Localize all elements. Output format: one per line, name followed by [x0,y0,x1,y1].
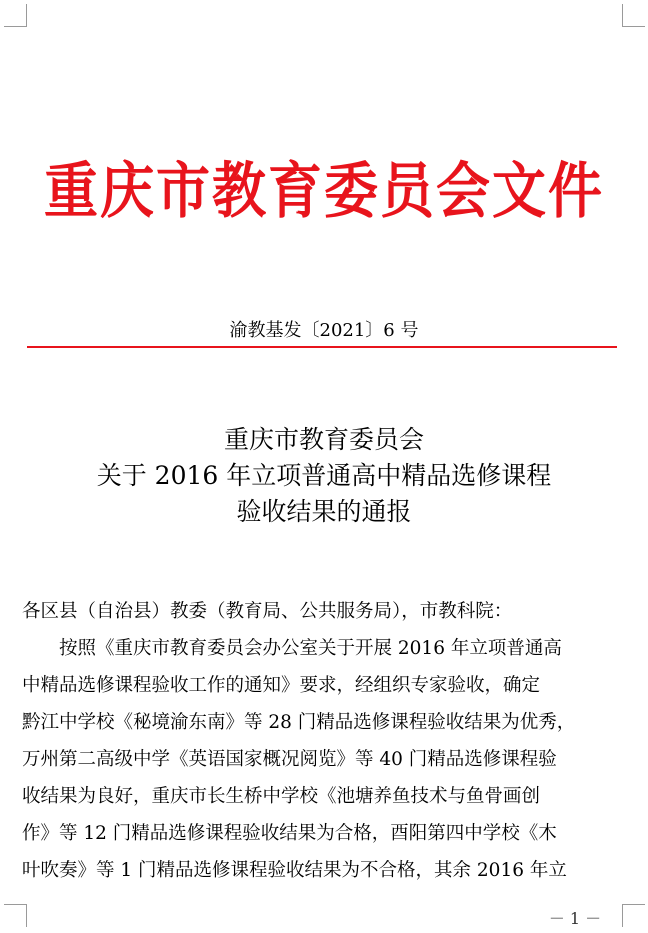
notice-title-line-1: 重庆市教育委员会 [223,425,424,454]
crop-mark-bottom-left [4,904,27,927]
notice-title-line-3: 验收结果的通报 [236,497,412,526]
document-body [22,593,626,889]
notice-title [0,422,648,530]
paragraph-line: 作》等 12 门精品选修课程验收结果为合格，酉阳第四中学校《木 [22,823,557,844]
page-number: － 1 － [548,909,602,928]
crop-mark-top-left [4,4,27,27]
salutation: 各区县（自治县）教委（教育局、公共服务局），市教科院： [22,601,513,622]
paragraph-line: 收结果为良好，重庆市长生桥中学校《池塘养鱼技术与鱼骨画创 [22,786,541,807]
paragraph-line: 中精品选修课程验收工作的通知》要求，经组织专家验收，确定 [22,675,541,696]
notice-title-line-2: 关于 2016 年立项普通高中精品选修课程 [96,461,552,490]
body-paragraph [22,630,626,889]
document-number: 渝教基发〔2021〕6 号 [229,320,419,341]
crop-mark-top-right [622,4,645,27]
document-masthead: 重庆市教育委员会文件 [44,154,604,226]
masthead-divider-line [27,346,617,348]
paragraph-line: 万州第二高级中学《英语国家概况阅览》等 40 门精品选修课程验 [22,749,557,770]
paragraph-line: 按照《重庆市教育委员会办公室关于开展 2016 年立项普通高 [59,638,562,659]
paragraph-line: 黔江中学校《秘境渝东南》等 28 门精品选修课程验收结果为优秀， [22,712,576,733]
paragraph-line: 叶吹奏》等 1 门精品选修课程验收结果为不合格，其余 2016 年立 [22,860,567,881]
crop-mark-bottom-right [622,904,645,927]
